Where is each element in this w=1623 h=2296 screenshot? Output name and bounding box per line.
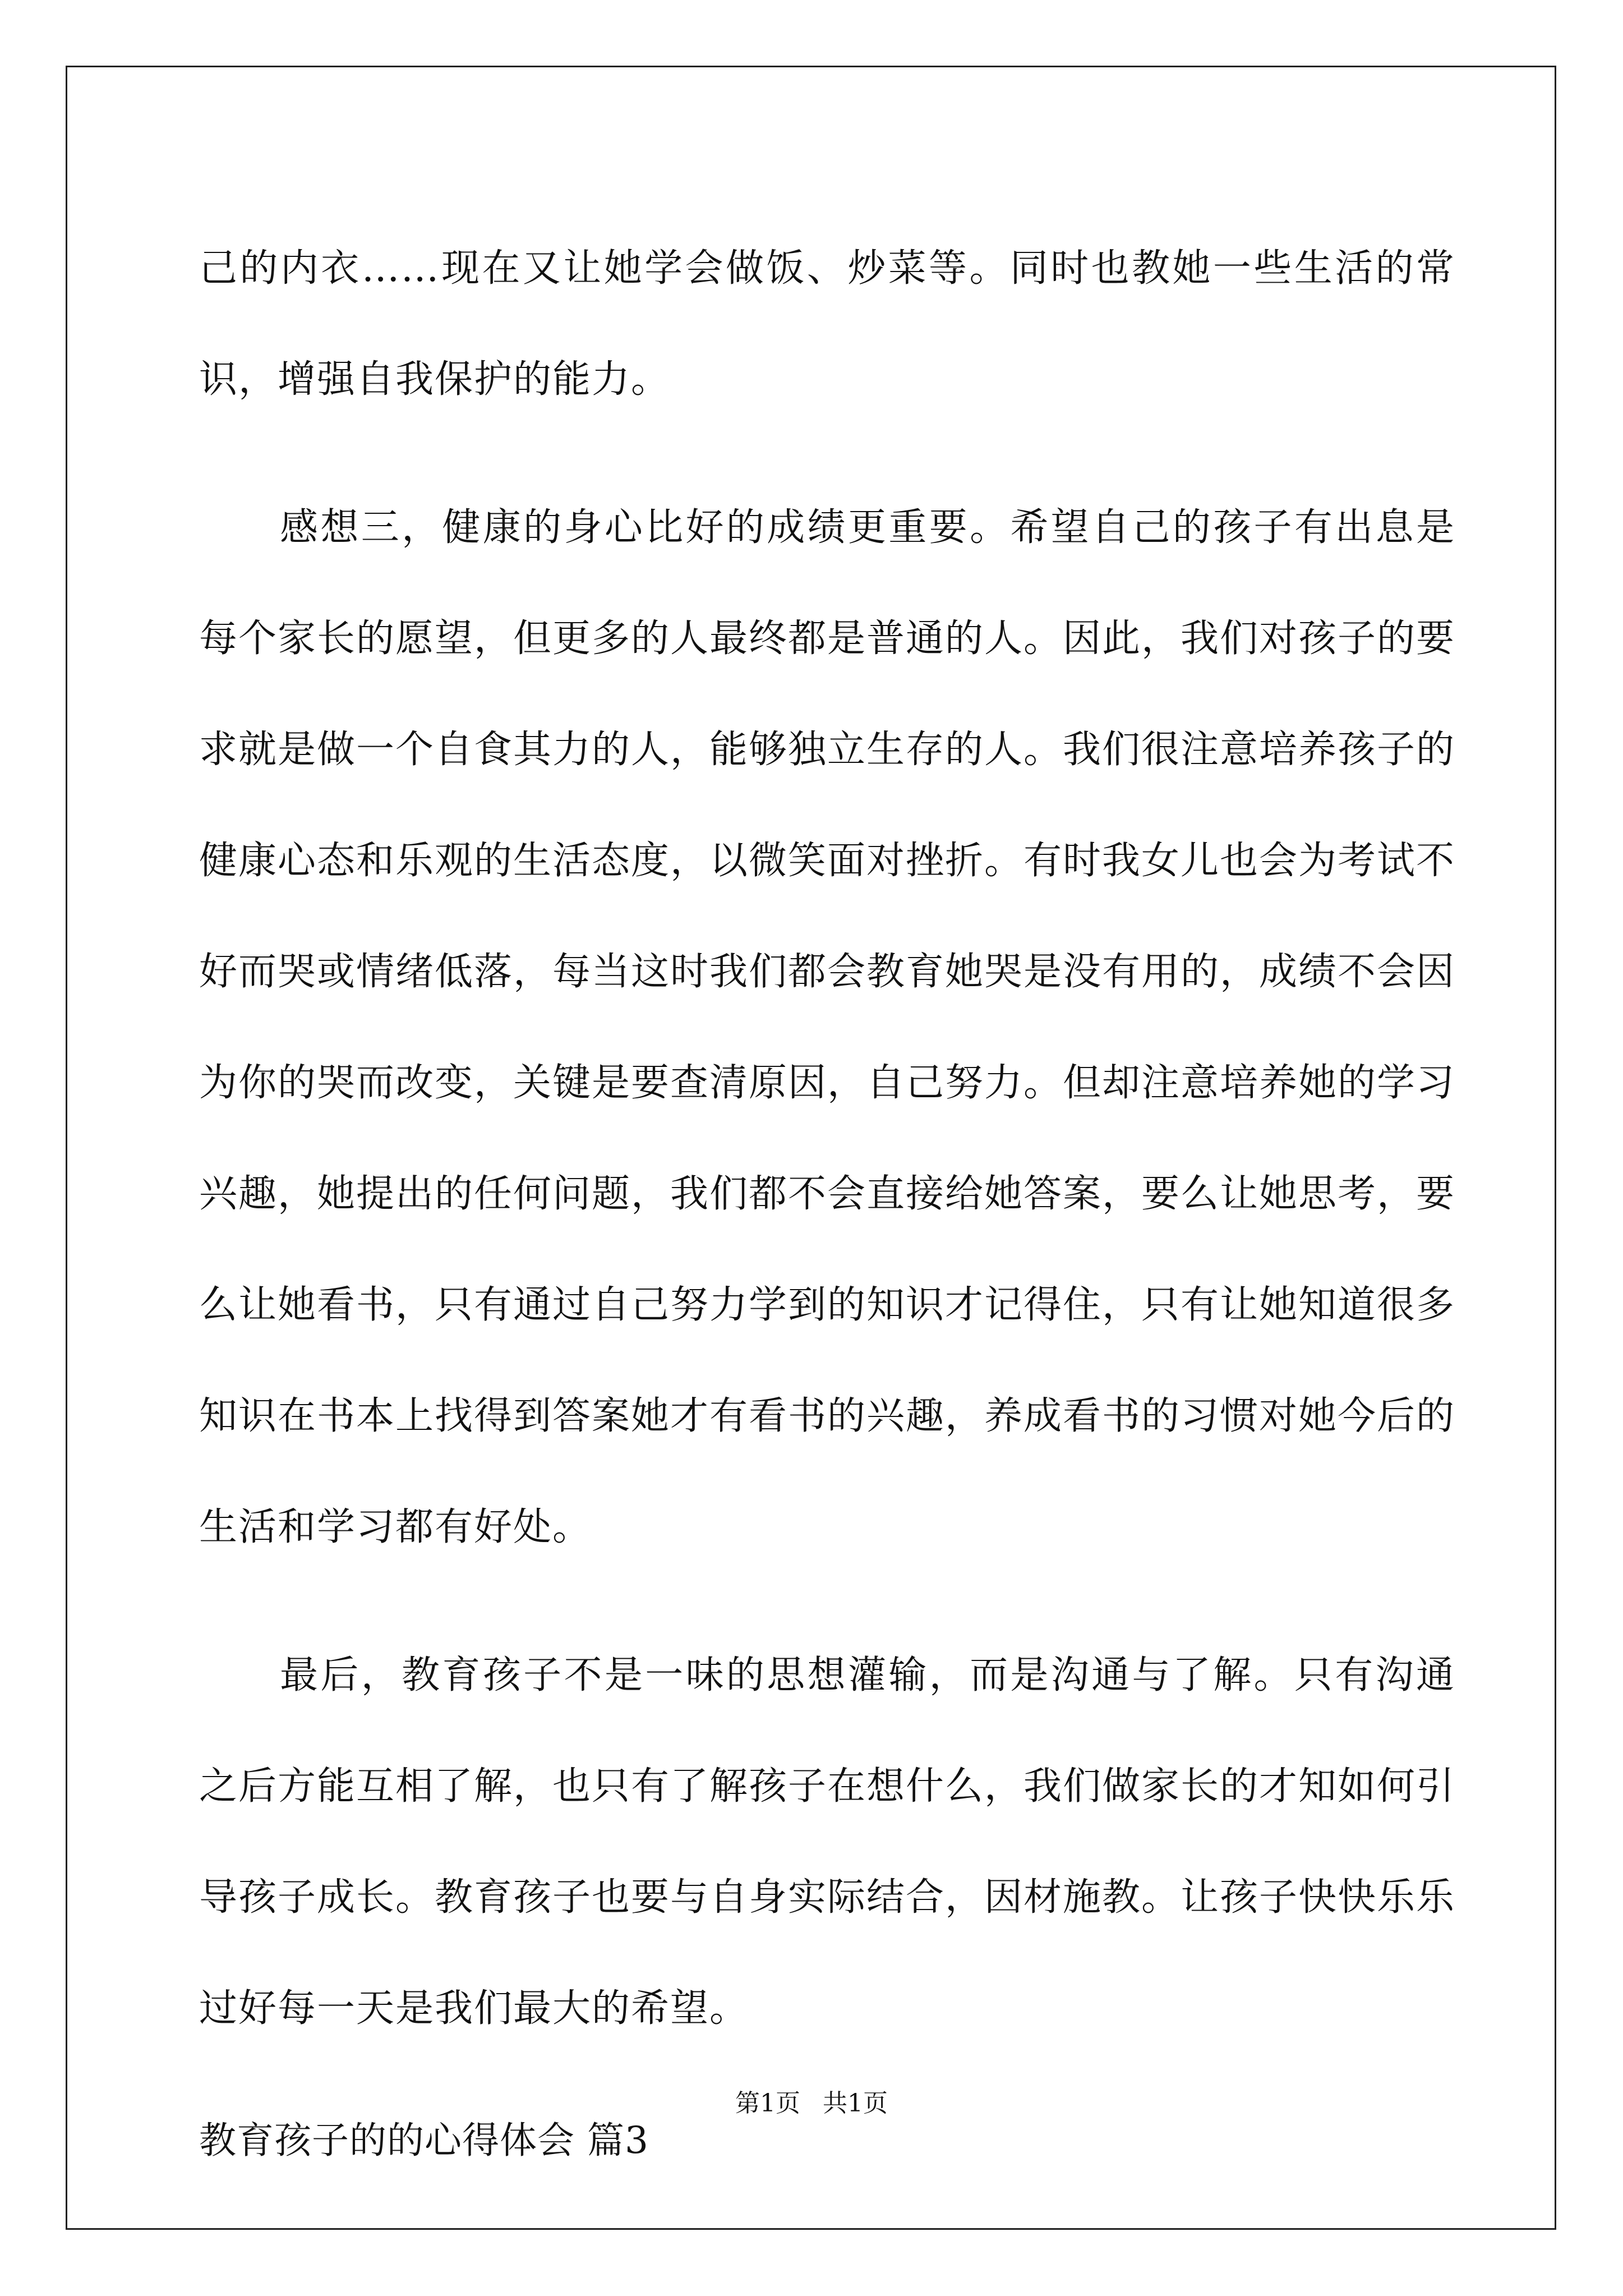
paragraph-2: 感想三，健康的身心比好的成绩更重要。希望自己的孩子有出息是每个家长的愿望，但更多的人最终都是普通的人。因此，我们对孩子的要求就是做一个自食其力的人，能够独立生存的人。我们很注意培养孩子的健康心态和乐观的生活态度，以微笑面对挫折。有时我女儿也会为考试不好而哭或情绪低落，每当这时我们都会教育她哭是没有用的，成绩不会因为你的哭而改变，关键是要查清原因，自己努力。但却注意培养她的学习兴趣，她提出的任何问题，我们都不会直接给她答案，要么让她思考，要么让她看书，只有通过自己努力学到的知识才记得住，只有让她知道很多知识在书本上找得到答案她才有看书的兴趣，养成看书的习惯对她今后的生活和学习都有好处。 (199, 505, 1456, 1549)
page-number: 第1页 (735, 2089, 800, 2118)
page-footer (0, 2087, 1623, 2120)
document-body (199, 213, 1455, 2180)
paragraph-1: 己的内衣……现在又让她学会做饭、炒菜等。同时也教她一些生活的常识，增强自我保护的能力。 (199, 246, 1455, 402)
section-heading: 教育孩子的的心得体会 篇3 (199, 2119, 649, 2162)
page-total: 共1页 (823, 2089, 888, 2118)
paragraph-3: 最后，教育孩子不是一味的思想灌输，而是沟通与了解。只有沟通之后方能互相了解，也只有了解孩子在想什么，我们做家长的才知如何引导孩子成长。教育孩子也要与自身实际结合，因材施教。让孩子快快乐乐过好每一天是我们最大的希望。 (199, 1653, 1456, 2031)
